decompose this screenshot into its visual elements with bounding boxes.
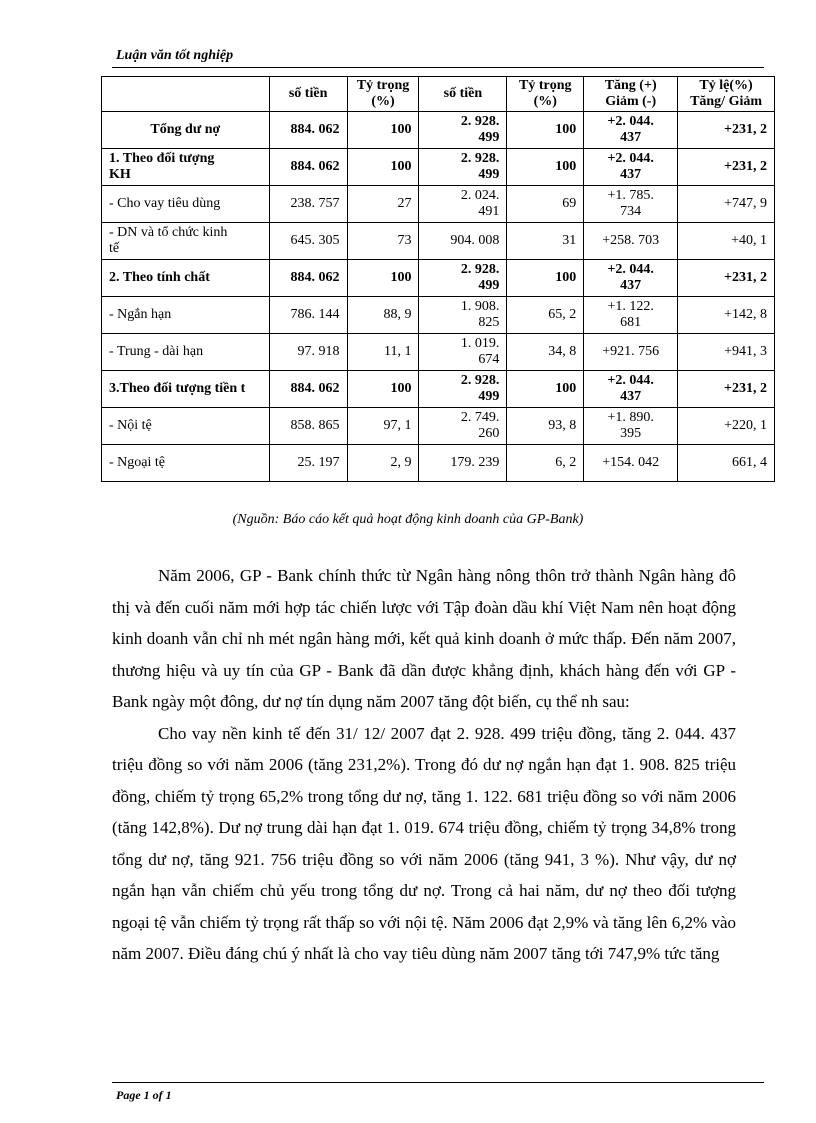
row-label: - Trung - dài hạn (102, 334, 270, 371)
share-2007: 6, 2 (507, 445, 584, 482)
share-2006: 100 (347, 371, 419, 408)
body-text (112, 560, 736, 970)
amount-2007: 904. 008 (419, 223, 507, 260)
change-rate: +941, 3 (678, 334, 775, 371)
table-row (102, 408, 775, 445)
row-label: - Ngắn hạn (102, 297, 270, 334)
amount-2007: 179. 239 (419, 445, 507, 482)
column-header: Tỷ lệ(%) Tăng/ Giảm (678, 77, 775, 112)
share-2007: 34, 8 (507, 334, 584, 371)
share-2006: 73 (347, 223, 419, 260)
paragraph: Cho vay nền kinh tế đến 31/ 12/ 2007 đạt 2. 928. 499 triệu đồng, tăng 2. 044. 437 triệu đồng so với năm 2006 (tăng 231,2%). Trong đó dư nợ ngắn hạn đạt 1. 908. 825 triệu đồng, chiếm tỷ trọng 65,2% trong tổng dư nợ, tăng 1. 122. 681 triệu đồng so với năm 2006 (tăng 142,8%). Dư nợ trung dài hạn đạt 1. 019. 674 triệu đồng, chiếm tỷ trọng 34,8% trong tổng dư nợ, tăng 921. 756 triệu đồng so với năm 2006 (tăng 941, 3 %). Như vậy, dư nợ ngắn hạn vẫn chiếm chủ yếu trong tổng dư nợ. Trong cả hai năm, dư nợ theo đối tượng ngoại tệ vẫn chiếm tỷ trọng rất thấp so với nội tệ. Năm 2006 đạt 2,9% và tăng lên 6,2% vào năm 2007. Điều đáng chú ý nhất là cho vay tiêu dùng năm 2007 tăng tới 747,9% tức tăng (112, 723, 736, 963)
share-2006: 11, 1 (347, 334, 419, 371)
row-label: 3.Theo đối tượng tiền t (102, 371, 270, 408)
amount-2006: 858. 865 (269, 408, 347, 445)
row-label: - Nội tệ (102, 408, 270, 445)
amount-2006: 786. 144 (269, 297, 347, 334)
share-2006: 100 (347, 149, 419, 186)
amount-2006: 97. 918 (269, 334, 347, 371)
share-2007: 93, 8 (507, 408, 584, 445)
change-amount: +2. 044. 437 (584, 371, 678, 408)
change-rate: +142, 8 (678, 297, 775, 334)
row-label: 1. Theo đối tượng KH (102, 149, 270, 186)
change-amount: +2. 044. 437 (584, 260, 678, 297)
share-2006: 2, 9 (347, 445, 419, 482)
share-2007: 100 (507, 260, 584, 297)
change-amount: +154. 042 (584, 445, 678, 482)
share-2007: 100 (507, 112, 584, 149)
change-amount: +921. 756 (584, 334, 678, 371)
table-row (102, 223, 775, 260)
credit-table (101, 76, 775, 482)
amount-2007: 2. 749. 260 (419, 408, 507, 445)
column-header: Tỷ trọng (%) (507, 77, 584, 112)
change-rate: 661, 4 (678, 445, 775, 482)
row-label: 2. Theo tính chất (102, 260, 270, 297)
column-header (102, 77, 270, 112)
change-rate: +231, 2 (678, 260, 775, 297)
change-amount: +258. 703 (584, 223, 678, 260)
column-header: Tỷ trọng (%) (347, 77, 419, 112)
share-2007: 65, 2 (507, 297, 584, 334)
change-amount: +1. 122. 681 (584, 297, 678, 334)
column-header: số tiền (269, 77, 347, 112)
credit-table-body (102, 77, 775, 482)
amount-2007: 2. 928. 499 (419, 371, 507, 408)
amount-2007: 2. 928. 499 (419, 260, 507, 297)
share-2007: 100 (507, 149, 584, 186)
amount-2006: 645. 305 (269, 223, 347, 260)
amount-2007: 2. 024. 491 (419, 186, 507, 223)
amount-2007: 2. 928. 499 (419, 112, 507, 149)
change-rate: +231, 2 (678, 112, 775, 149)
change-rate: +40, 1 (678, 223, 775, 260)
column-header: số tiền (419, 77, 507, 112)
row-label: - DN và tổ chức kinh tế (102, 223, 270, 260)
row-label: - Cho vay tiêu dùng (102, 186, 270, 223)
share-2007: 100 (507, 371, 584, 408)
table-row (102, 260, 775, 297)
amount-2007: 1. 019. 674 (419, 334, 507, 371)
share-2006: 100 (347, 260, 419, 297)
change-rate: +220, 1 (678, 408, 775, 445)
running-header: Luận văn tốt nghiệp (116, 48, 234, 63)
amount-2006: 884. 062 (269, 112, 347, 149)
share-2006: 100 (347, 112, 419, 149)
amount-2006: 884. 062 (269, 149, 347, 186)
change-amount: +2. 044. 437 (584, 149, 678, 186)
change-rate: +747, 9 (678, 186, 775, 223)
change-amount: +1. 785. 734 (584, 186, 678, 223)
change-amount: +2. 044. 437 (584, 112, 678, 149)
table-row (102, 371, 775, 408)
share-2007: 69 (507, 186, 584, 223)
change-amount: +1. 890. 395 (584, 408, 678, 445)
page-footer: Page 1 of 1 (116, 1088, 172, 1102)
table-row (102, 334, 775, 371)
column-header: Tăng (+) Giảm (-) (584, 77, 678, 112)
paragraph: Năm 2006, GP - Bank chính thức từ Ngân hàng nông thôn trở thành Ngân hàng đô thị và đến cuối năm mới hợp tác chiến lược với Tập đoàn dầu khí Việt Nam nên hoạt động kinh doanh vẫn chỉ nh mét ngân hàng mới, kết quả kinh doanh ở mức thấp. Đến năm 2007, thương hiệu và uy tín của GP - Bank đã dần được khẳng định, khách hàng đến với GP - Bank ngày một đông, dư nợ tín dụng năm 2007 tăng đột biến, cụ thể nh sau: (112, 566, 736, 711)
table-row (102, 186, 775, 223)
table-row (102, 149, 775, 186)
change-rate: +231, 2 (678, 149, 775, 186)
share-2006: 27 (347, 186, 419, 223)
amount-2006: 25. 197 (269, 445, 347, 482)
source-note: (Nguồn: Báo cáo kết quả hoạt động kinh doanh của GP-Bank) (232, 512, 584, 527)
row-label: - Ngoại tệ (102, 445, 270, 482)
share-2007: 31 (507, 223, 584, 260)
amount-2006: 238. 757 (269, 186, 347, 223)
table-row (102, 112, 775, 149)
row-label: Tổng dư nợ (102, 112, 270, 149)
share-2006: 97, 1 (347, 408, 419, 445)
table-header-row (102, 77, 775, 112)
footer-divider (112, 1082, 764, 1083)
header-divider (112, 67, 764, 68)
amount-2006: 884. 062 (269, 371, 347, 408)
change-rate: +231, 2 (678, 371, 775, 408)
table-row (102, 297, 775, 334)
amount-2007: 1. 908. 825 (419, 297, 507, 334)
amount-2006: 884. 062 (269, 260, 347, 297)
share-2006: 88, 9 (347, 297, 419, 334)
amount-2007: 2. 928. 499 (419, 149, 507, 186)
table-row (102, 445, 775, 482)
